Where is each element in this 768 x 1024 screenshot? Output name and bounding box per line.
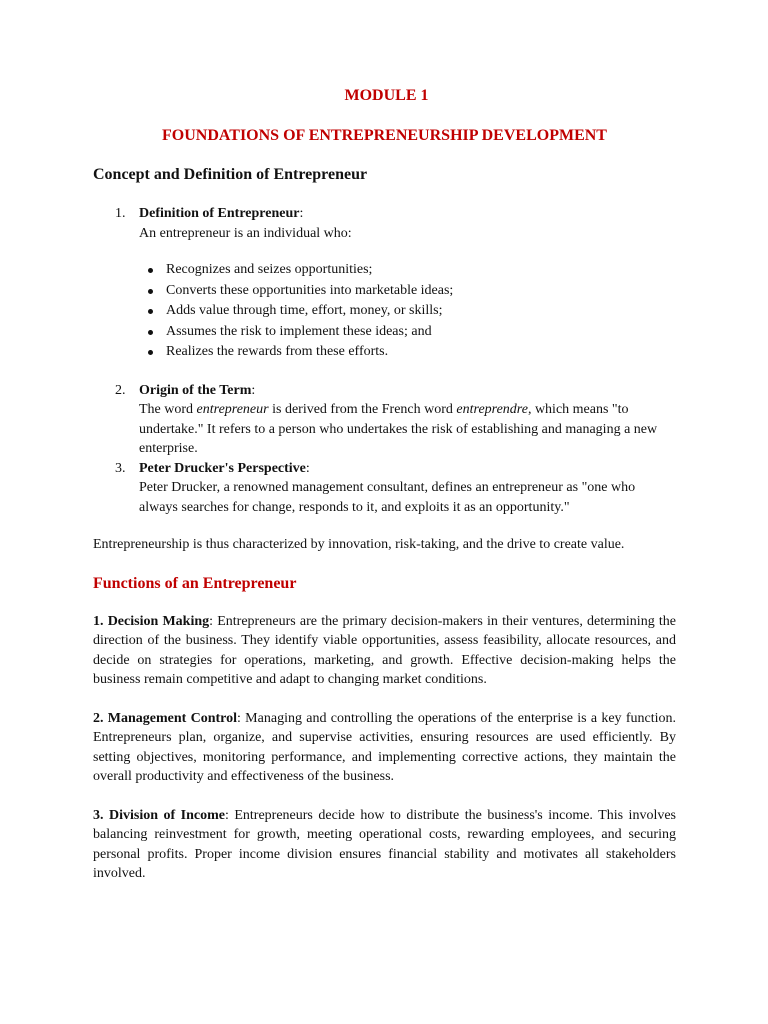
- item-heading-line: [139, 381, 676, 401]
- bullet-item: Converts these opportunities into marketable ideas;: [139, 281, 676, 302]
- function-title: 3. Division of Income: [93, 807, 225, 823]
- item-number: 1.: [115, 206, 126, 221]
- function-paragraph-division-of-income: [93, 806, 676, 884]
- body-text: , which means "to undertake." It refers to a person who undertakes the risk of establishing and managing a new enterprise.: [139, 402, 658, 456]
- item-title: Origin of the Term: [139, 382, 252, 398]
- concept-item-drucker: [93, 459, 676, 518]
- bullet-item: Recognizes and seizes opportunities;: [139, 260, 676, 281]
- item-title: Peter Drucker's Perspective: [139, 460, 306, 476]
- bullet-item: Assumes the risk to implement these ideas; and: [139, 322, 676, 343]
- bullet-item: Realizes the rewards from these efforts.: [139, 342, 676, 363]
- item-number: 3.: [115, 460, 126, 476]
- item-body: Peter Drucker, a renowned management consultant, defines an entrepreneur as "one who always searches for change, responds to it, and exploits it as an opportunity.": [139, 480, 636, 515]
- concept-numbered-list: [93, 204, 676, 517]
- item-colon: :: [251, 382, 256, 398]
- function-text: : Managing and controlling the operations of the enterprise is a key function. Entrepreneurs plan, organize, and supervise activities, ensuring resources are used efficiently. By setting objectives, monitoring performance, and implementing corrective actions, they maintain the overall productivity and effectiveness of the business.: [93, 710, 676, 784]
- item-number: 2.: [115, 382, 126, 398]
- section-heading-functions: Functions of an Entrepreneur: [93, 574, 297, 592]
- item-colon: :: [299, 206, 304, 221]
- body-text: The word: [139, 402, 197, 417]
- concept-summary: Entrepreneurship is thus characterized by innovation, risk-taking, and the drive to create value.: [93, 537, 625, 552]
- document-title: FOUNDATIONS OF ENTREPRENEURSHIP DEVELOPMENT: [162, 127, 607, 144]
- bullet-item: Adds value through time, effort, money, or skills;: [139, 301, 676, 322]
- item-heading-line: [139, 459, 676, 479]
- concept-item-origin: [93, 381, 676, 459]
- body-text: is derived from the French word: [268, 402, 457, 417]
- item-body: [139, 400, 676, 459]
- concept-item-definition: [93, 204, 676, 363]
- function-text: : Entrepreneurs decide how to distribute the business's income. This involves balancing reinvestment for growth, meeting operational costs, rewarding employees, and securing personal profits. Proper income division ensures financial stability and motivates all stakeholders involved.: [93, 807, 676, 881]
- item-intro: An entrepreneur is an individual who:: [139, 225, 352, 241]
- function-text: : Entrepreneurs are the primary decision-makers in their ventures, determining the direction of the business. They identify viable opportunities, assess feasibility, allocate resources, and decide on strategies for operations, marketing, and growth. Effective decision-making helps the business remain competitive and adapt to changing market conditions.: [93, 613, 676, 687]
- item-title: Definition of Entrepreneur: [139, 206, 300, 221]
- module-title: MODULE 1: [344, 87, 429, 104]
- item-heading-line: [139, 204, 676, 224]
- item-colon: :: [305, 460, 310, 476]
- function-title: 2. Management Control: [93, 710, 238, 726]
- definition-bullet-list: [139, 260, 676, 363]
- italic-term: entreprendre: [456, 402, 528, 417]
- function-paragraph-management-control: [93, 709, 676, 787]
- function-title: 1. Decision Making: [93, 613, 210, 629]
- italic-term: entrepreneur: [196, 402, 269, 417]
- function-paragraph-decision-making: [93, 612, 676, 690]
- section-heading-concept: Concept and Definition of Entrepreneur: [93, 166, 368, 183]
